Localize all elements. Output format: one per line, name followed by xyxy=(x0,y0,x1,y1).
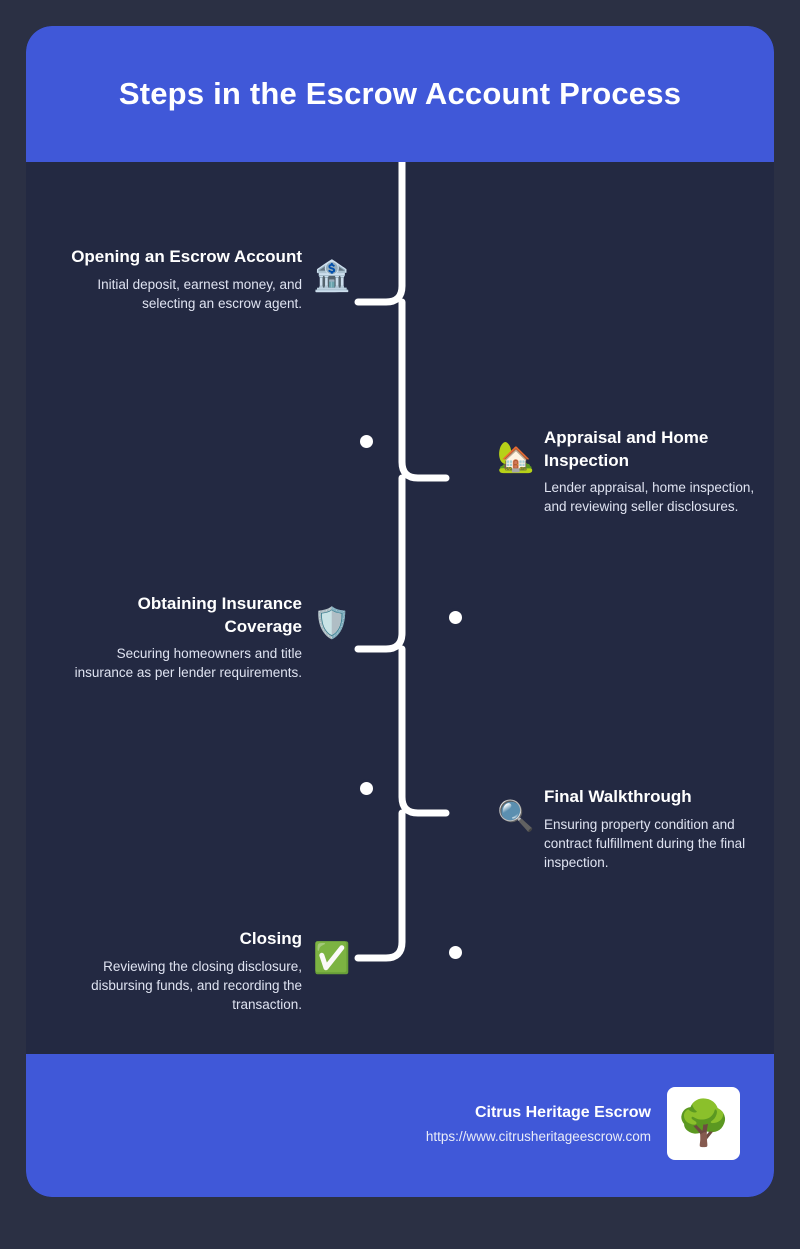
company-url[interactable]: https://www.citrusheritageescrow.com xyxy=(425,1128,651,1144)
company-name: Citrus Heritage Escrow xyxy=(474,1103,651,1121)
step-item-1 xyxy=(66,246,352,313)
bank-icon: 🏦 xyxy=(313,260,351,293)
timeline-node xyxy=(357,432,376,451)
footer-banner xyxy=(26,1054,774,1197)
step-description: Ensuring property condition and contract fulfillment during the final inspection. xyxy=(544,816,746,870)
house-with-garden-icon: 🏡 xyxy=(497,441,535,474)
timeline-node xyxy=(446,608,465,627)
step-item-3 xyxy=(66,593,352,683)
step-item-4 xyxy=(496,786,774,872)
magnifying-glass-icon: 🔍 xyxy=(497,800,535,833)
tree-logo-icon: 🌳 xyxy=(667,1087,740,1160)
page-title: Steps in the Escrow Account Process xyxy=(118,76,682,111)
step-title: Final Walkthrough xyxy=(544,787,692,806)
shield-icon: 🛡️ xyxy=(313,607,351,640)
step-title: Closing xyxy=(239,929,302,948)
step-description: Initial deposit, earnest money, and selecting an escrow agent. xyxy=(97,276,302,311)
step-description: Securing homeowners and title insurance as per lender requirements. xyxy=(74,646,302,681)
timeline-node xyxy=(357,779,376,798)
step-title: Opening an Escrow Account xyxy=(71,247,302,266)
step-title: Appraisal and Home Inspection xyxy=(544,428,709,470)
infographic-card xyxy=(26,26,774,1197)
check-mark-icon: ✅ xyxy=(313,942,351,975)
header-banner xyxy=(26,26,774,162)
step-item-2 xyxy=(496,427,774,517)
step-description: Lender appraisal, home inspection, and reviewing seller disclosures. xyxy=(544,480,755,515)
step-item-5 xyxy=(66,928,352,1014)
step-title: Obtaining Insurance Coverage xyxy=(137,594,302,636)
timeline-node xyxy=(446,943,465,962)
step-description: Reviewing the closing disclosure, disbursing funds, and recording the transaction. xyxy=(91,958,302,1012)
